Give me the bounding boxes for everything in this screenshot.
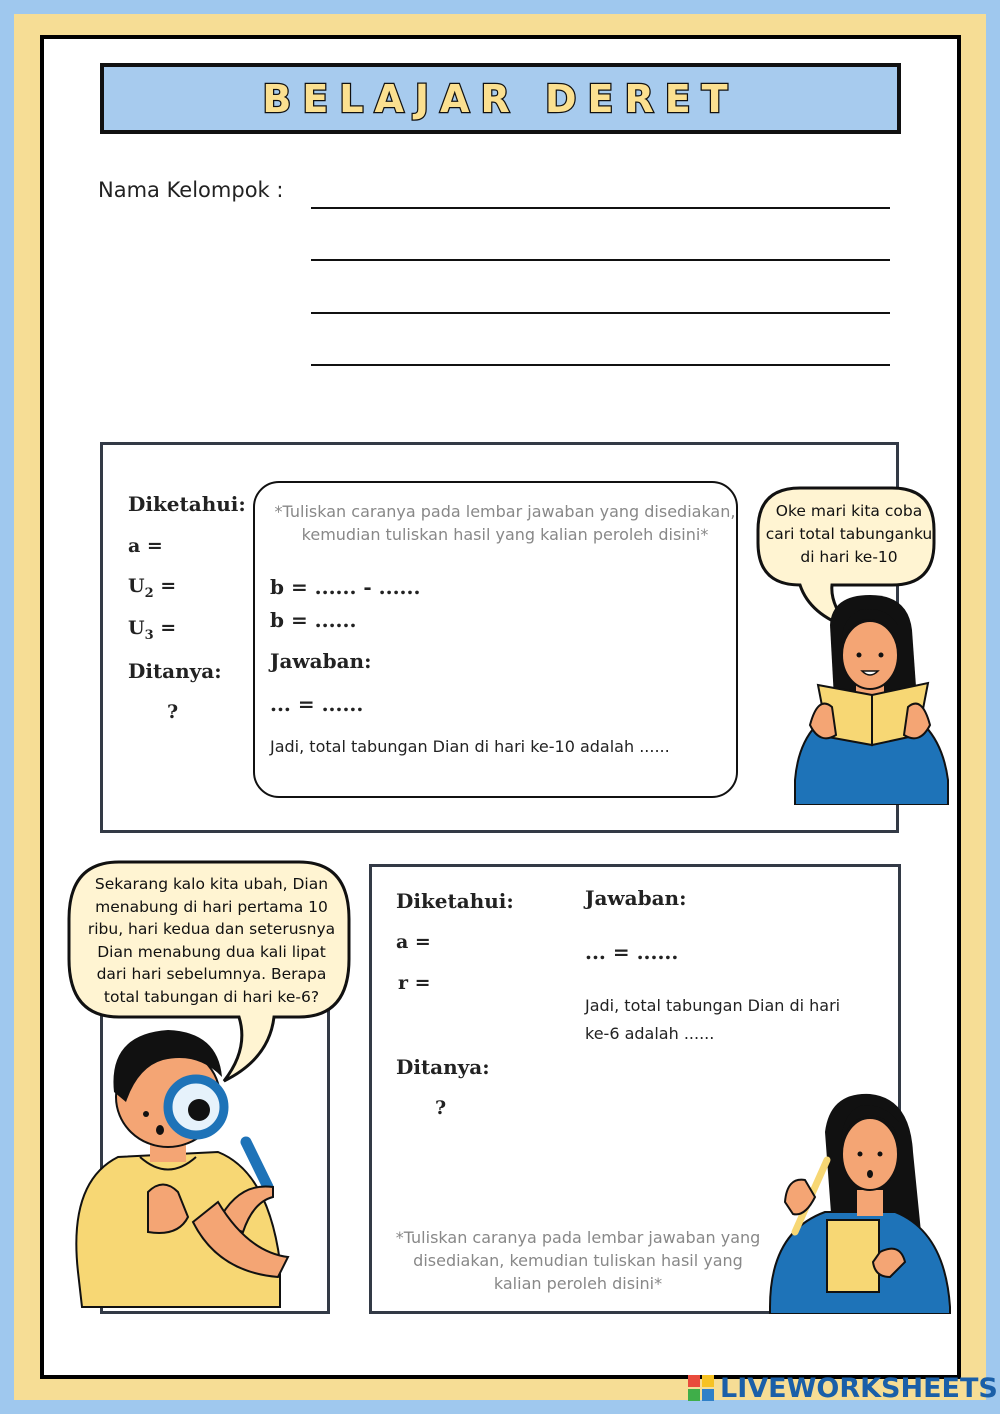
group-name-line-4[interactable] xyxy=(311,364,890,366)
group-name-line-1[interactable] xyxy=(311,207,890,209)
section1-question-field[interactable]: ? xyxy=(167,701,179,723)
u3-subscript: 3 xyxy=(144,627,154,643)
section2-instruction xyxy=(388,1226,768,1295)
section2-conclusion-line-1: Jadi, total tabungan Dian di hari xyxy=(585,996,841,1015)
watermark-text: LIVEWORKSHEETS xyxy=(720,1372,998,1404)
section1-u2-field[interactable] xyxy=(128,575,176,601)
u3-label: U xyxy=(128,617,145,639)
section2-instruction-line-3: kalian peroleh disini* xyxy=(493,1274,663,1293)
section2-known-heading: Diketahui: xyxy=(396,889,514,913)
section2-question-field[interactable]: ? xyxy=(435,1097,447,1119)
group-name-line-2[interactable] xyxy=(311,259,890,261)
section2-r-field[interactable]: r = xyxy=(398,972,431,994)
section2-answer-field[interactable]: ... = ...... xyxy=(585,940,679,964)
section2-conclusion[interactable] xyxy=(585,992,840,1048)
u2-subscript: 2 xyxy=(144,585,154,601)
girl-reading-illustration xyxy=(790,595,955,805)
section1-b-line-1[interactable]: b = ...... - ...... xyxy=(270,575,421,599)
section2-asked-heading: Ditanya: xyxy=(396,1055,490,1079)
title-banner xyxy=(100,63,901,134)
girl-thinking-illustration xyxy=(765,1092,955,1314)
section1-conclusion[interactable]: Jadi, total tabungan Dian di hari ke-10 adalah ...... xyxy=(270,737,670,756)
u3-equals: = xyxy=(153,617,177,639)
section2-a-field[interactable]: a = xyxy=(396,931,431,953)
section1-asked-heading: Ditanya: xyxy=(128,659,222,683)
section1-answer-field[interactable]: ... = ...... xyxy=(270,692,364,716)
section2-conclusion-line-2: ke-6 adalah ...... xyxy=(585,1024,715,1043)
page-title: BELAJAR DERET xyxy=(262,76,739,121)
section1-b-line-2[interactable]: b = ...... xyxy=(270,608,357,632)
section1-a-field[interactable]: a = xyxy=(128,535,163,557)
liveworksheets-logo-icon xyxy=(688,1371,716,1405)
section1-instruction-line-2: kemudian tuliskan hasil yang kalian peroleh disini* xyxy=(301,525,709,544)
section1-instruction-line-1: *Tuliskan caranya pada lembar jawaban yang disediakan, xyxy=(274,502,736,521)
group-name-line-3[interactable] xyxy=(311,312,890,314)
section1-instruction xyxy=(262,500,748,546)
section1-speech-text: Oke mari kita coba cari total tabunganku di hari ke-10 xyxy=(765,502,933,566)
section2-answer-heading: Jawaban: xyxy=(585,886,687,910)
section1-u3-field[interactable] xyxy=(128,617,176,643)
liveworksheets-logo xyxy=(688,1371,998,1405)
section1-known-heading: Diketahui: xyxy=(128,492,246,516)
group-name-label: Nama Kelompok : xyxy=(98,178,284,202)
section2-speech-text: Sekarang kalo kita ubah, Dian menabung di hari pertama 10 ribu, hari kedua dan seterusnya Dian menabung dua kali lipat dari hari sebelumnya. Berapa total tabungan di hari ke-6? xyxy=(87,875,336,1006)
section2-instruction-line-1: *Tuliskan caranya pada lembar jawaban yang xyxy=(395,1228,761,1247)
section2-instruction-line-2: disediakan, kemudian tuliskan hasil yang xyxy=(413,1251,743,1270)
section1-answer-heading: Jawaban: xyxy=(270,649,372,673)
u2-equals: = xyxy=(153,575,177,597)
u2-label: U xyxy=(128,575,145,597)
